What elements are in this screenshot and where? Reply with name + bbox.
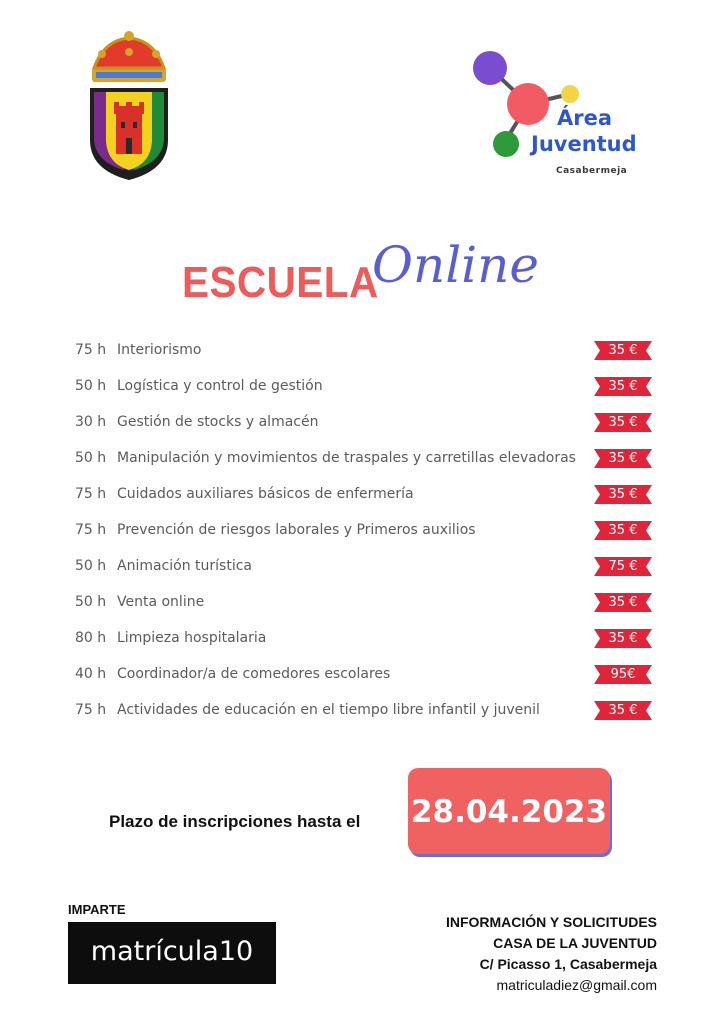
course-hours: 30 h (75, 414, 107, 430)
course-name: Manipulación y movimientos de traspales y carretillas elevadoras (117, 450, 576, 466)
course-price: 35 € (608, 595, 638, 610)
course-price: 35 € (608, 703, 638, 718)
price-tag (594, 629, 652, 648)
course-name: Prevención de riesgos laborales y Primeros auxilios (117, 522, 476, 538)
price-tag (594, 557, 652, 576)
course-name: Cuidados auxiliares básicos de enfermería (117, 486, 414, 502)
course-hours: 40 h (75, 666, 107, 682)
provider-logo (68, 922, 276, 984)
price-tag (594, 449, 652, 468)
title-script: Online (372, 236, 539, 294)
price-tag (594, 665, 652, 684)
course-row (0, 620, 725, 656)
course-row (0, 692, 725, 728)
course-price: 35 € (608, 631, 638, 646)
price-tag (594, 593, 652, 612)
course-row (0, 404, 725, 440)
area-subtitle: Casabermeja (556, 166, 628, 176)
course-row (0, 656, 725, 692)
course-row (0, 332, 725, 368)
price-tag (594, 485, 652, 504)
course-price: 35 € (608, 451, 638, 466)
course-hours: 50 h (75, 558, 107, 574)
area-title-line2: Juventud (531, 132, 637, 156)
price-tag (594, 413, 652, 432)
course-name: Venta online (117, 594, 205, 610)
info-line1: INFORMACIÓN Y SOLICITUDES (445, 914, 657, 930)
course-price: 35 € (608, 487, 638, 502)
info-line3: C/ Picasso 1, Casabermeja (479, 956, 657, 972)
course-row (0, 368, 725, 404)
title-main: ESCUELA (182, 258, 379, 307)
coat-of-arms-icon (84, 30, 174, 185)
info-line2: CASA DE LA JUVENTUD (493, 935, 657, 951)
course-name: Interiorismo (117, 342, 202, 358)
provider-label: IMPARTE (68, 902, 126, 917)
course-row (0, 440, 725, 476)
course-name: Limpieza hospitalaria (117, 630, 267, 646)
deadline-date: 28.04.2023 (410, 794, 608, 830)
course-price: 35 € (608, 415, 638, 430)
course-hours: 75 h (75, 486, 107, 502)
course-name: Logística y control de gestión (117, 378, 323, 394)
course-row (0, 512, 725, 548)
contact-email[interactable]: matriculadiez@gmail.com (496, 977, 657, 993)
contact-info (446, 912, 657, 996)
course-price: 75 € (608, 559, 638, 574)
course-hours: 50 h (75, 378, 107, 394)
course-hours: 50 h (75, 594, 107, 610)
course-price: 95€ (610, 667, 636, 682)
course-name: Coordinador/a de comedores escolares (117, 666, 391, 682)
deadline-label: Plazo de inscripciones hasta el (109, 812, 361, 831)
course-name: Gestión de stocks y almacén (117, 414, 319, 430)
price-tag (594, 701, 652, 720)
course-row (0, 548, 725, 584)
price-tag (594, 377, 652, 396)
deadline-date-badge (408, 768, 610, 854)
course-hours: 75 h (75, 702, 107, 718)
price-tag (594, 341, 652, 360)
course-price: 35 € (608, 379, 638, 394)
course-row (0, 584, 725, 620)
course-name: Actividades de educación en el tiempo libre infantil y juvenil (117, 702, 540, 718)
course-name: Animación turística (117, 558, 252, 574)
course-hours: 50 h (75, 450, 107, 466)
course-price: 35 € (608, 343, 638, 358)
course-hours: 75 h (75, 342, 107, 358)
area-title-line1: Área (557, 106, 613, 130)
page-title (182, 236, 562, 316)
provider-brand: matrícula10 (90, 936, 254, 967)
course-hours: 75 h (75, 522, 107, 538)
course-price: 35 € (608, 523, 638, 538)
price-tag (594, 521, 652, 540)
course-hours: 80 h (75, 630, 107, 646)
course-row (0, 476, 725, 512)
